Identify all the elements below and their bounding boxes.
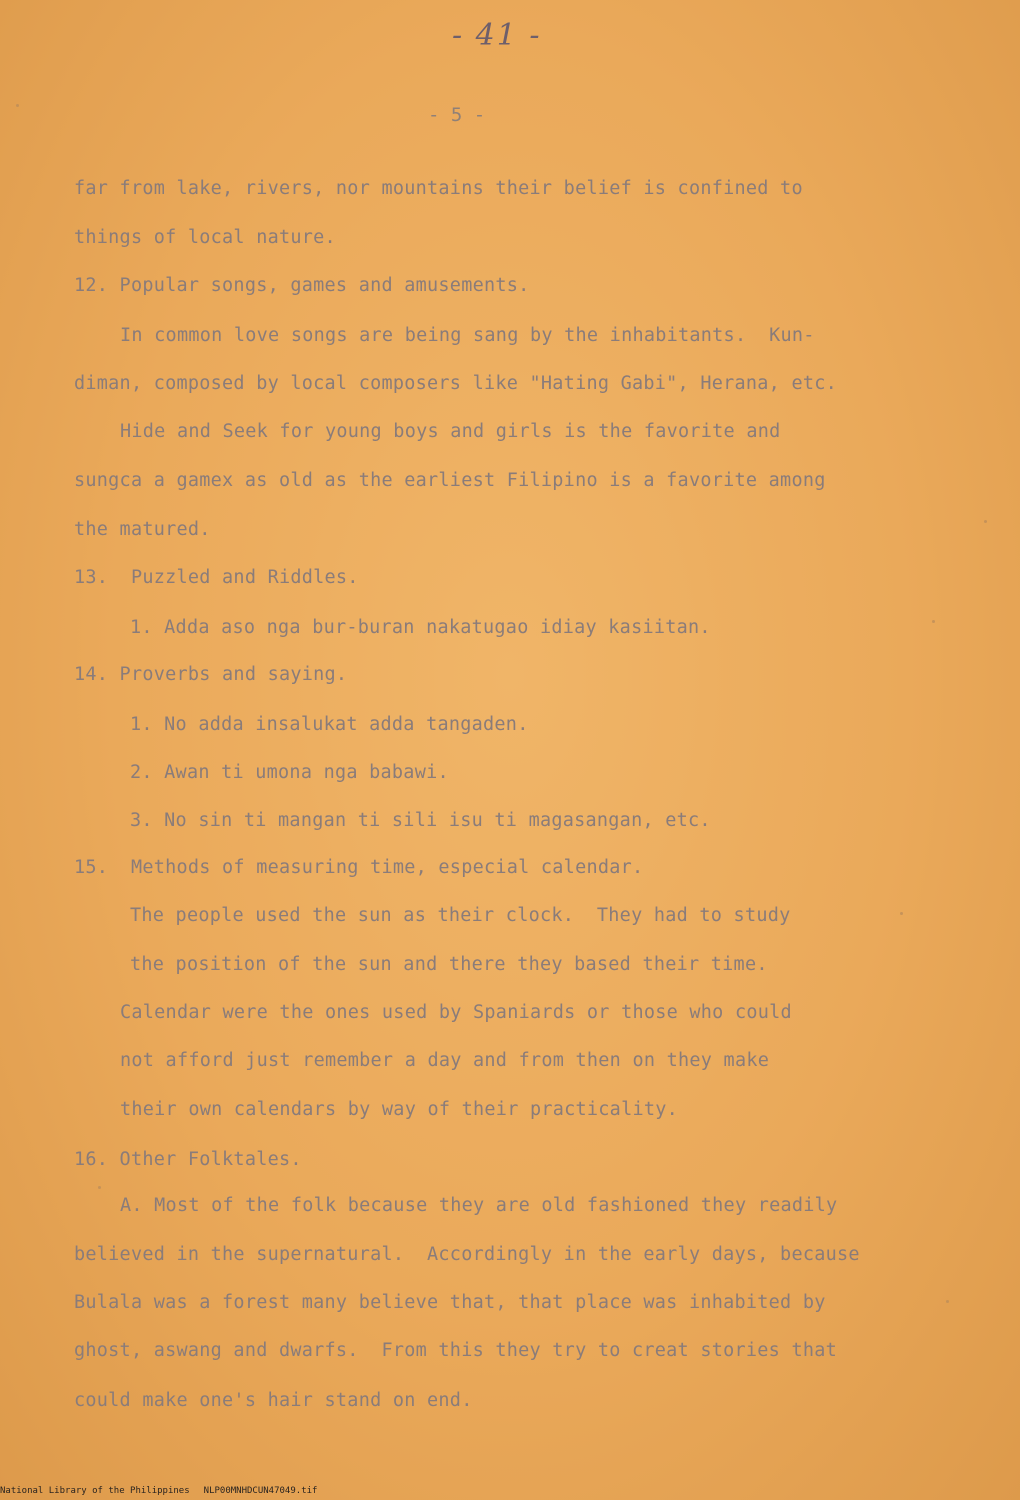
section-heading-12: 12. Popular songs, games and amusements. <box>74 275 530 296</box>
text-line: their own calendars by way of their practicality. <box>120 1099 679 1120</box>
text-line: A. Most of the folk because they are old fashioned they readily <box>120 1195 838 1216</box>
text-line: far from lake, rivers, nor mountains their belief is confined to <box>74 178 803 199</box>
text-line: sungca a gamex as old as the earliest Filipino is a favorite among <box>74 470 826 491</box>
typed-page-number: - 5 - <box>428 104 486 126</box>
proverb-item: 3. No sin ti mangan ti sili isu ti magasangan, etc. <box>130 810 711 831</box>
footer-institution: National Library of the Philippines <box>0 1486 190 1496</box>
handwritten-page-number: - 41 - <box>452 18 542 53</box>
text-line: things of local nature. <box>74 227 336 248</box>
paper-speck <box>98 1186 101 1189</box>
section-heading-14: 14. Proverbs and saying. <box>74 664 348 685</box>
text-line: In common love songs are being sang by the inhabitants. Kun- <box>120 325 815 346</box>
paper-speck <box>984 520 987 523</box>
text-line: diman, composed by local composers like "Hating Gabi", Herana, etc. <box>74 373 837 394</box>
text-line: the position of the sun and there they based their time. <box>130 954 768 975</box>
section-heading-16: 16. Other Folktales. <box>74 1149 302 1170</box>
scan-footer <box>0 1486 331 1496</box>
text-line: Calendar were the ones used by Spaniards or those who could <box>120 1002 792 1023</box>
text-line: The people used the sun as their clock. They had to study <box>130 905 791 926</box>
footer-filename: NLP00MNHDCUN47049.tif <box>203 1486 318 1496</box>
proverb-item: 1. No adda insalukat adda tangaden. <box>130 714 529 735</box>
text-line: the matured. <box>74 519 211 540</box>
text-line: Hide and Seek for young boys and girls is the favorite and <box>120 421 781 442</box>
text-line: ghost, aswang and dwarfs. From this they try to creat stories that <box>74 1340 837 1361</box>
text-line: believed in the supernatural. Accordingly in the early days, because <box>74 1244 860 1265</box>
proverb-item: 2. Awan ti umona nga babawi. <box>130 762 449 783</box>
paper-speck <box>932 620 935 623</box>
section-heading-15: 15. Methods of measuring time, especial calendar. <box>74 857 644 878</box>
paper-speck <box>900 912 903 915</box>
section-heading-13: 13. Puzzled and Riddles. <box>74 567 359 588</box>
riddle-item: 1. Adda aso nga bur-buran nakatugao idiay kasiitan. <box>130 617 711 638</box>
paper-speck <box>16 104 19 107</box>
paper-speck <box>946 1300 949 1303</box>
text-line: Bulala was a forest many believe that, that place was inhabited by <box>74 1292 826 1313</box>
text-line: not afford just remember a day and from then on they make <box>120 1050 770 1071</box>
text-line: could make one's hair stand on end. <box>74 1390 473 1411</box>
